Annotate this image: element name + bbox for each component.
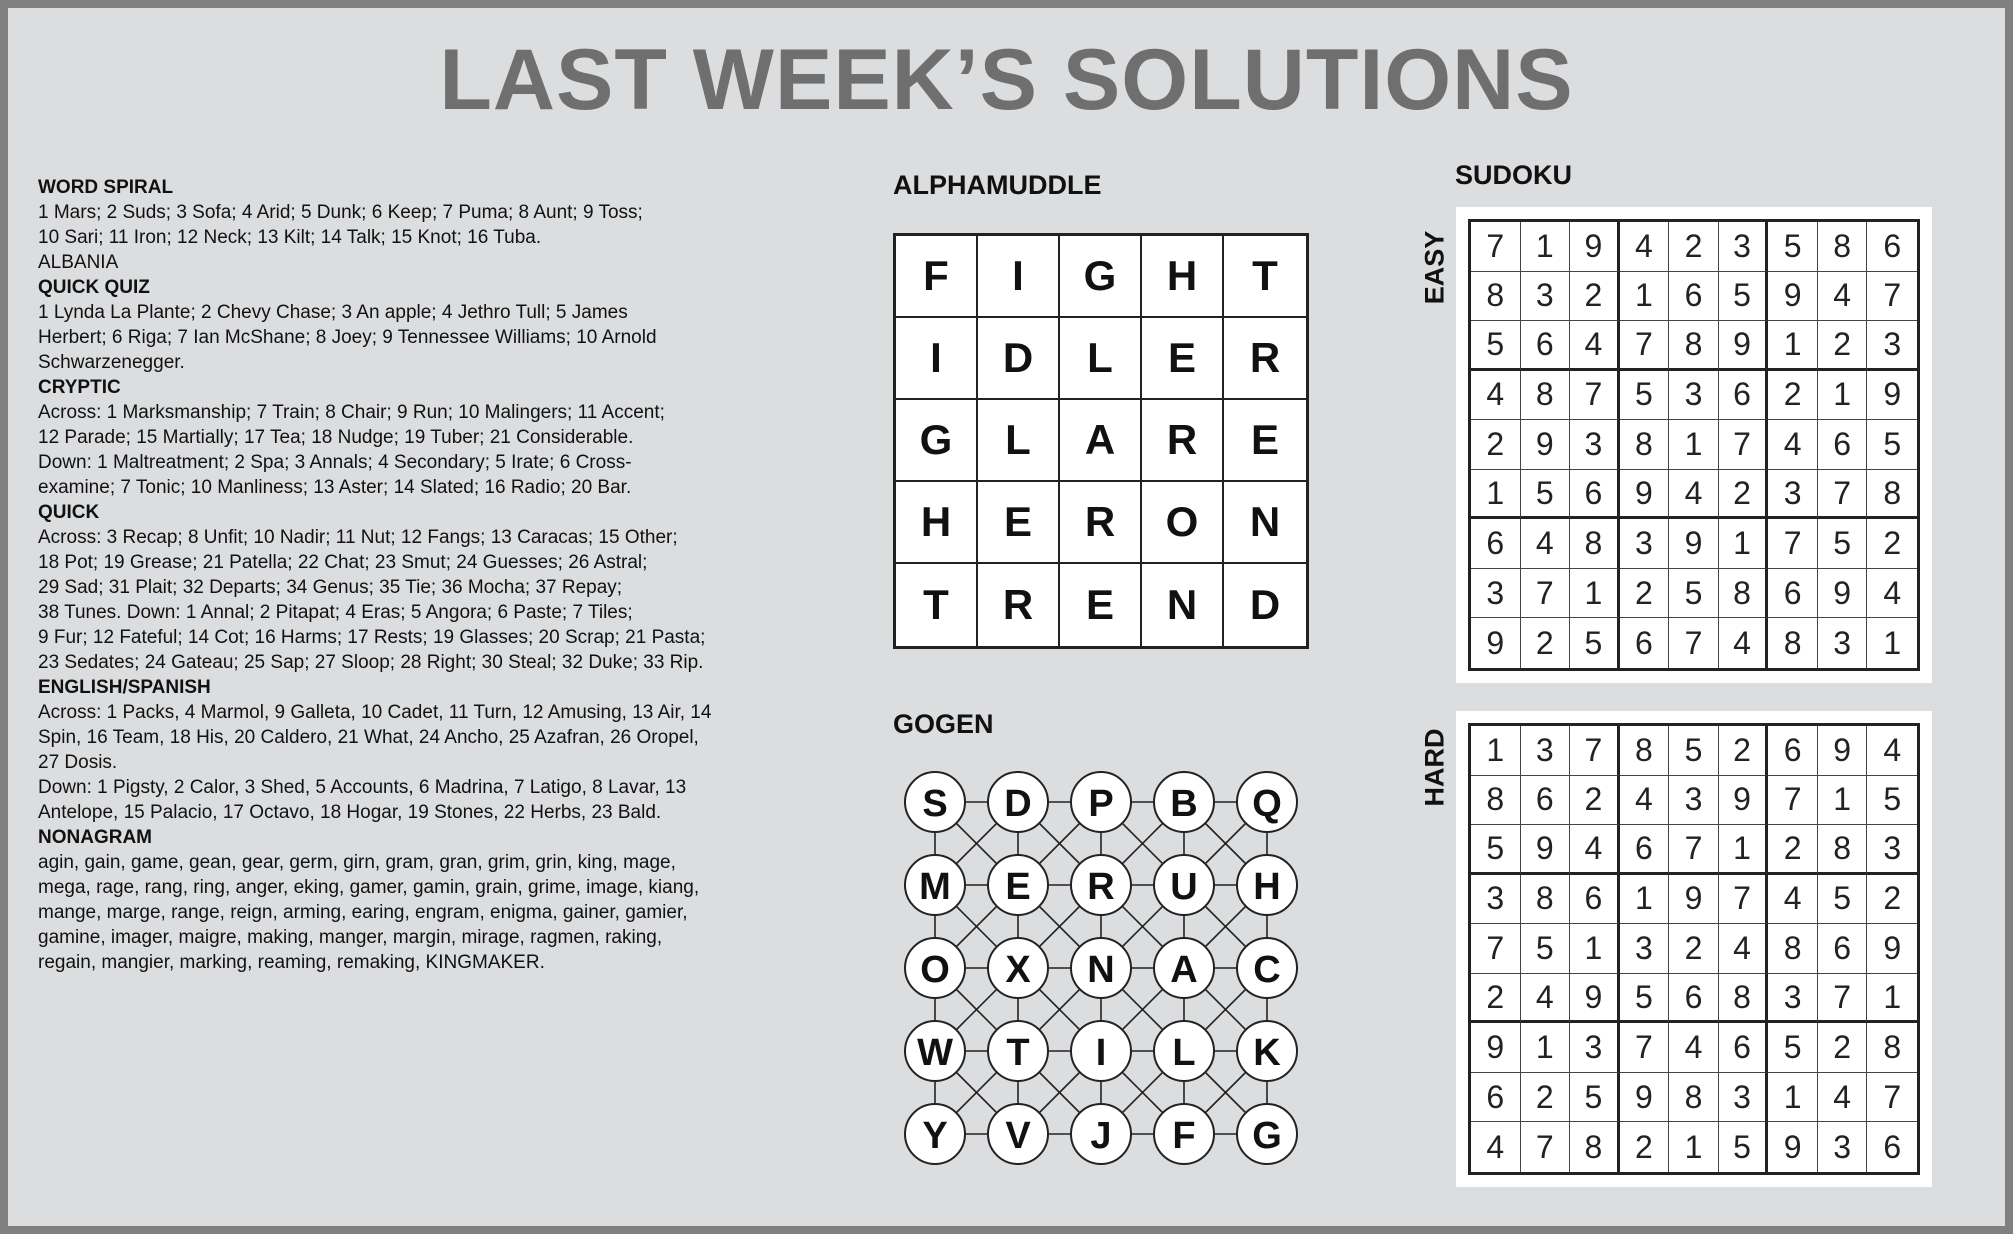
sudoku-cell: 5 (1620, 974, 1670, 1024)
sudoku-cell: 8 (1768, 618, 1818, 668)
sudoku-cell: 6 (1669, 974, 1719, 1024)
easy-label: EASY (1419, 230, 1450, 305)
gogen-letter: T (1006, 1032, 1030, 1074)
sudoku-cell: 9 (1768, 1122, 1818, 1172)
sudoku-cell: 7 (1570, 726, 1620, 776)
sudoku-cell: 2 (1768, 371, 1818, 421)
sudoku-cell: 5 (1867, 776, 1917, 826)
gogen-letter: W (917, 1032, 953, 1074)
sudoku-cell: 1 (1719, 519, 1769, 569)
page-title: LAST WEEK’S SOLUTIONS (439, 32, 1574, 128)
sudoku-cell: 6 (1620, 618, 1670, 668)
alphamuddle-label: ALPHAMUDDLE (893, 170, 1102, 200)
sudoku-cell: 8 (1471, 272, 1521, 322)
sudoku-cell: 6 (1471, 519, 1521, 569)
sudoku-cell: 5 (1620, 371, 1670, 421)
sudoku-cell: 4 (1768, 875, 1818, 925)
sudoku-cell: 7 (1471, 222, 1521, 272)
alphamuddle-cell: F (896, 236, 978, 318)
sudoku-cell: 3 (1521, 272, 1571, 322)
solution-line: gamine, imager, maigre, making, manger, margin, mirage, ragmen, raking, (38, 927, 663, 948)
sudoku-cell: 9 (1669, 519, 1719, 569)
sudoku-cell: 8 (1570, 519, 1620, 569)
alphamuddle-cell: R (1224, 318, 1306, 400)
gogen-letter: Y (922, 1115, 948, 1157)
solution-line: 27 Dosis. (38, 752, 118, 773)
sudoku-cell: 2 (1669, 924, 1719, 974)
sudoku-cell: 4 (1867, 569, 1917, 619)
sudoku-cell: 1 (1719, 825, 1769, 875)
sudoku-cell: 5 (1471, 321, 1521, 371)
alphamuddle-grid (893, 233, 1309, 649)
sudoku-cell: 6 (1471, 1073, 1521, 1123)
sudoku-cell: 7 (1768, 519, 1818, 569)
sudoku-cell: 5 (1867, 420, 1917, 470)
sudoku-cell: 6 (1818, 420, 1868, 470)
solution-line: mega, rage, rang, ring, anger, eking, gamer, gamin, grain, grime, image, kiang, (38, 877, 700, 898)
gogen-letter: O (920, 949, 950, 991)
sudoku-hard-grid (1468, 723, 1920, 1175)
sudoku-cell: 2 (1570, 776, 1620, 826)
sudoku-cell: 4 (1818, 272, 1868, 322)
sudoku-cell: 4 (1719, 618, 1769, 668)
sudoku-cell: 3 (1471, 875, 1521, 925)
sudoku-cell: 1 (1669, 1122, 1719, 1172)
alphamuddle-cell: I (978, 236, 1060, 318)
sudoku-cell: 9 (1521, 420, 1571, 470)
sudoku-cell: 1 (1471, 470, 1521, 520)
sudoku-cell: 2 (1818, 1023, 1868, 1073)
gogen-letter: G (1252, 1115, 1282, 1157)
sudoku-cell: 2 (1818, 321, 1868, 371)
sudoku-cell: 7 (1669, 825, 1719, 875)
alphamuddle-cell: R (1060, 482, 1142, 564)
sudoku-cell: 2 (1620, 569, 1670, 619)
sudoku-cell: 3 (1669, 776, 1719, 826)
sudoku-cell: 7 (1620, 1023, 1670, 1073)
sudoku-cell: 4 (1521, 974, 1571, 1024)
sudoku-cell: 1 (1669, 420, 1719, 470)
gogen-letter: A (1170, 949, 1198, 991)
sudoku-cell: 9 (1719, 321, 1769, 371)
gogen-letter: N (1087, 949, 1115, 991)
alphamuddle-cell: T (1224, 236, 1306, 318)
sudoku-cell: 4 (1719, 924, 1769, 974)
solution-line: 38 Tunes. Down: 1 Annal; 2 Pitapat; 4 Eras; 5 Angora; 6 Paste; 7 Tiles; (38, 602, 633, 623)
sudoku-cell: 3 (1867, 321, 1917, 371)
sudoku-cell: 6 (1620, 825, 1670, 875)
solution-line: Schwarzenegger. (38, 352, 185, 373)
alphamuddle-cell: O (1142, 482, 1224, 564)
gogen-letter: J (1090, 1115, 1112, 1157)
sudoku-cell: 8 (1570, 1122, 1620, 1172)
solution-line: Across: 1 Packs, 4 Marmol, 9 Galleta, 10 Cadet, 11 Turn, 12 Amusing, 13 Air, 14 (38, 702, 712, 723)
sudoku-cell: 3 (1818, 618, 1868, 668)
solution-line: ALBANIA (38, 252, 119, 273)
alphamuddle-cell: A (1060, 400, 1142, 482)
alphamuddle-cell: E (1142, 318, 1224, 400)
solution-line: 1 Lynda La Plante; 2 Chevy Chase; 3 An apple; 4 Jethro Tull; 5 James (38, 302, 628, 323)
sudoku-cell: 6 (1570, 875, 1620, 925)
solution-line: 29 Sad; 31 Plait; 32 Departs; 34 Genus; 35 Tie; 36 Mocha; 37 Repay; (38, 577, 623, 598)
alphamuddle-cell: R (1142, 400, 1224, 482)
sudoku-cell: 5 (1719, 272, 1769, 322)
sudoku-cell: 5 (1521, 470, 1571, 520)
solution-heading: QUICK QUIZ (38, 277, 150, 298)
sudoku-cell: 2 (1867, 875, 1917, 925)
sudoku-cell: 4 (1570, 825, 1620, 875)
solution-line: Across: 1 Marksmanship; 7 Train; 8 Chair; 9 Run; 10 Malingers; 11 Accent; (38, 402, 665, 423)
sudoku-cell: 8 (1620, 726, 1670, 776)
sudoku-cell: 6 (1570, 470, 1620, 520)
sudoku-cell: 2 (1521, 1073, 1571, 1123)
sudoku-cell: 5 (1818, 519, 1868, 569)
gogen-letter: Q (1252, 783, 1282, 825)
alphamuddle-cell: L (1060, 318, 1142, 400)
sudoku-cell: 9 (1570, 974, 1620, 1024)
sudoku-cell: 9 (1669, 875, 1719, 925)
sudoku-cell: 7 (1521, 1122, 1571, 1172)
sudoku-cell: 1 (1570, 924, 1620, 974)
sudoku-cell: 6 (1669, 272, 1719, 322)
sudoku-cell: 3 (1669, 371, 1719, 421)
sudoku-cell: 7 (1521, 569, 1571, 619)
alphamuddle-cell: E (1224, 400, 1306, 482)
sudoku-cell: 7 (1620, 321, 1670, 371)
sudoku-cell: 7 (1818, 974, 1868, 1024)
sudoku-cell: 7 (1570, 371, 1620, 421)
solution-line: regain, mangier, marking, reaming, remaking, KINGMAKER. (38, 952, 545, 973)
gogen-letter: D (1004, 783, 1032, 825)
gogen-letter: R (1087, 866, 1115, 908)
solution-heading: QUICK (38, 502, 100, 523)
sudoku-cell: 1 (1521, 1023, 1571, 1073)
gogen-letter: X (1005, 949, 1031, 991)
sudoku-cell: 1 (1867, 974, 1917, 1024)
sudoku-cell: 2 (1719, 726, 1769, 776)
sudoku-cell: 4 (1818, 1073, 1868, 1123)
sudoku-label: SUDOKU (1455, 160, 1573, 190)
sudoku-cell: 5 (1570, 1073, 1620, 1123)
sudoku-cell: 3 (1620, 924, 1670, 974)
sudoku-cell: 4 (1669, 470, 1719, 520)
gogen-letter: K (1253, 1032, 1281, 1074)
sudoku-cell: 7 (1818, 470, 1868, 520)
sudoku-cell: 8 (1719, 569, 1769, 619)
sudoku-cell: 8 (1818, 222, 1868, 272)
gogen-letter: B (1170, 783, 1198, 825)
sudoku-cell: 1 (1768, 1073, 1818, 1123)
sudoku-cell: 2 (1620, 1122, 1670, 1172)
sudoku-cell: 6 (1867, 222, 1917, 272)
sudoku-cell: 9 (1818, 726, 1868, 776)
gogen-letter: U (1170, 866, 1198, 908)
sudoku-cell: 6 (1883, 1128, 1902, 1165)
sudoku-cell: 6 (1719, 1023, 1769, 1073)
sudoku-cell: 3 (1867, 825, 1917, 875)
sudoku-cell: 7 (1768, 776, 1818, 826)
alphamuddle-cell: N (1142, 564, 1224, 646)
alphamuddle-cell: H (1142, 236, 1224, 318)
sudoku-cell: 1 (1471, 726, 1521, 776)
sudoku-cell: 9 (1570, 222, 1620, 272)
sudoku-cell: 1 (1620, 272, 1670, 322)
solution-line: mange, marge, range, reign, arming, earing, engram, enigma, gainer, gamier, (38, 902, 688, 923)
sudoku-cell: 8 (1521, 371, 1571, 421)
alphamuddle-cell: H (896, 482, 978, 564)
sudoku-cell: 7 (1867, 272, 1917, 322)
sudoku-cell: 5 (1570, 618, 1620, 668)
sudoku-cell: 1 (1620, 875, 1670, 925)
sudoku-cell: 3 (1620, 519, 1670, 569)
sudoku-cell: 2 (1669, 222, 1719, 272)
solution-line: Antelope, 15 Palacio, 17 Octavo, 18 Hogar, 19 Stones, 22 Herbs, 23 Bald. (38, 802, 662, 823)
sudoku-cell: 6 (1521, 776, 1571, 826)
sudoku-cell: 5 (1719, 1122, 1769, 1172)
sudoku-cell: 1 (1768, 321, 1818, 371)
sudoku-cell: 3 (1570, 420, 1620, 470)
sudoku-cell: 5 (1669, 726, 1719, 776)
alphamuddle-cell: E (978, 482, 1060, 564)
sudoku-cell: 4 (1471, 1122, 1521, 1172)
sudoku-cell: 2 (1471, 974, 1521, 1024)
sudoku-cell: 6 (1818, 924, 1868, 974)
hard-label: HARD (1419, 728, 1450, 807)
sudoku-cell: 4 (1620, 776, 1670, 826)
sudoku-cell: 4 (1768, 420, 1818, 470)
sudoku-cell: 9 (1867, 924, 1917, 974)
sudoku-cell: 9 (1867, 371, 1917, 421)
gogen-letter: C (1253, 949, 1281, 991)
sudoku-cell: 4 (1471, 371, 1521, 421)
sudoku-cell: 2 (1521, 618, 1571, 668)
sudoku-cell: 8 (1620, 420, 1670, 470)
sudoku-cell: 9 (1521, 825, 1571, 875)
sudoku-cell: 4 (1570, 321, 1620, 371)
sudoku-cell: 9 (1768, 272, 1818, 322)
solution-line: Down: 1 Maltreatment; 2 Spa; 3 Annals; 4 Secondary; 5 Irate; 6 Cross- (38, 452, 632, 473)
sudoku-cell: 8 (1669, 1073, 1719, 1123)
sudoku-cell: 8 (1867, 470, 1917, 520)
alphamuddle-cell: G (896, 400, 978, 482)
alphamuddle-cell: N (1224, 482, 1306, 564)
sudoku-cell: 5 (1471, 825, 1521, 875)
solution-heading: CRYPTIC (38, 377, 121, 398)
sudoku-cell: 6 (1768, 569, 1818, 619)
sudoku-cell: 1 (1818, 371, 1868, 421)
alphamuddle-cell: I (896, 318, 978, 400)
sudoku-cell: 9 (1471, 618, 1521, 668)
solution-line: examine; 7 Tonic; 10 Manliness; 13 Aster; 14 Slated; 16 Radio; 20 Bar. (38, 477, 632, 498)
solution-line: 9 Fur; 12 Fateful; 14 Cot; 16 Harms; 17 Rests; 19 Glasses; 20 Scrap; 21 Pasta; (38, 627, 706, 648)
sudoku-hard (1456, 711, 1932, 1187)
sudoku-cell: 9 (1620, 1073, 1670, 1123)
sudoku-cell: 5 (1669, 569, 1719, 619)
sudoku-cell: 2 (1471, 420, 1521, 470)
sudoku-cell: 2 (1768, 825, 1818, 875)
solution-line: agin, gain, game, gean, gear, germ, girn, gram, gran, grim, grin, king, mage, (38, 852, 676, 873)
sudoku-cell: 8 (1669, 321, 1719, 371)
sudoku-cell: 4 (1669, 1023, 1719, 1073)
sudoku-cell: 2 (1867, 519, 1917, 569)
sudoku-cell: 7 (1719, 420, 1769, 470)
alphamuddle-cell: R (978, 564, 1060, 646)
gogen-letter: V (1005, 1115, 1031, 1157)
sudoku-cell: 5 (1768, 1023, 1818, 1073)
sudoku-cell: 5 (1818, 875, 1868, 925)
sudoku-cell: 5 (1768, 222, 1818, 272)
sudoku-cell: 1 (1818, 776, 1868, 826)
sudoku-cell: 8 (1521, 875, 1571, 925)
sudoku-cell: 4 (1867, 726, 1917, 776)
solution-line: 18 Pot; 19 Grease; 21 Patella; 22 Chat; 23 Smut; 24 Guesses; 26 Astral; (38, 552, 648, 573)
sudoku-cell: 8 (1867, 1023, 1917, 1073)
sudoku-cell: 8 (1768, 924, 1818, 974)
gogen-letter: P (1088, 783, 1114, 825)
sudoku-cell: 7 (1669, 618, 1719, 668)
solution-line: Herbert; 6 Riga; 7 Ian McShane; 8 Joey; 9 Tennessee Williams; 10 Arnold (38, 327, 657, 348)
solution-heading: WORD SPIRAL (38, 177, 174, 198)
alphamuddle-cell: G (1060, 236, 1142, 318)
sudoku-cell: 3 (1570, 1023, 1620, 1073)
solution-line: Across: 3 Recap; 8 Unfit; 10 Nadir; 11 Nut; 12 Fangs; 13 Caracas; 15 Other; (38, 527, 678, 548)
sudoku-cell: 5 (1521, 924, 1571, 974)
sudoku-cell: 7 (1719, 875, 1769, 925)
sudoku-cell: 6 (1768, 726, 1818, 776)
sudoku-cell: 6 (1521, 321, 1571, 371)
gogen-letter: H (1253, 866, 1281, 908)
sudoku-cell: 7 (1867, 1073, 1917, 1123)
solution-line: 12 Parade; 15 Martially; 17 Tea; 18 Nudge; 19 Tuber; 21 Considerable. (38, 427, 634, 448)
gogen-letter: E (1005, 866, 1031, 908)
solution-line: Down: 1 Pigsty, 2 Calor, 3 Shed, 5 Accounts, 6 Madrina, 7 Latigo, 8 Lavar, 13 (38, 777, 687, 798)
sudoku-cell: 4 (1620, 222, 1670, 272)
alphamuddle-cell: E (1060, 564, 1142, 646)
alphamuddle-cell: T (896, 564, 978, 646)
sudoku-cell: 3 (1768, 470, 1818, 520)
sudoku-cell: 8 (1818, 825, 1868, 875)
sudoku-cell: 8 (1719, 974, 1769, 1024)
sudoku-cell: 9 (1620, 470, 1670, 520)
solution-line: 10 Sari; 11 Iron; 12 Neck; 13 Kilt; 14 Talk; 15 Knot; 16 Tuba. (38, 227, 542, 248)
sudoku-cell: 3 (1818, 1122, 1868, 1172)
gogen-letter: M (919, 866, 951, 908)
gogen-letter: F (1172, 1115, 1196, 1157)
sudoku-cell: 3 (1471, 569, 1521, 619)
gogen-letter: I (1095, 1032, 1107, 1074)
sudoku-cell: 9 (1719, 776, 1769, 826)
sudoku-cell: 7 (1471, 924, 1521, 974)
sudoku-cell: 2 (1570, 272, 1620, 322)
sudoku-cell: 1 (1883, 624, 1902, 661)
gogen-letter: S (922, 783, 948, 825)
gogen-label: GOGEN (893, 709, 994, 739)
sudoku-cell: 4 (1521, 519, 1571, 569)
sudoku-cell: 9 (1818, 569, 1868, 619)
sudoku-cell: 8 (1471, 776, 1521, 826)
sudoku-cell: 3 (1719, 222, 1769, 272)
sudoku-cell: 1 (1521, 222, 1571, 272)
alphamuddle-cell: D (978, 318, 1060, 400)
sudoku-easy (1456, 207, 1932, 683)
solution-heading: ENGLISH/SPANISH (38, 677, 211, 698)
solution-line: 1 Mars; 2 Suds; 3 Sofa; 4 Arid; 5 Dunk; 6 Keep; 7 Puma; 8 Aunt; 9 Toss; (38, 202, 643, 223)
sudoku-cell: 3 (1719, 1073, 1769, 1123)
solution-line: 23 Sedates; 24 Gateau; 25 Sap; 27 Sloop; 28 Right; 30 Steal; 32 Duke; 33 Rip. (38, 652, 704, 673)
sudoku-cell: 9 (1471, 1023, 1521, 1073)
solutions-text (38, 175, 798, 975)
sudoku-easy-grid (1468, 219, 1920, 671)
sudoku-cell: 6 (1719, 371, 1769, 421)
sudoku-cell: 1 (1570, 569, 1620, 619)
sudoku-cell: 2 (1719, 470, 1769, 520)
solution-line: Spin, 16 Team, 18 His, 20 Caldero, 21 What, 24 Ancho, 25 Azafran, 26 Oropel, (38, 727, 699, 748)
gogen-letter: L (1172, 1032, 1196, 1074)
gogen-grid (893, 760, 1313, 1180)
solution-heading: NONAGRAM (38, 827, 152, 848)
sudoku-cell: 3 (1768, 974, 1818, 1024)
alphamuddle-cell: L (978, 400, 1060, 482)
sudoku-cell: 3 (1521, 726, 1571, 776)
alphamuddle-cell: D (1249, 581, 1281, 628)
